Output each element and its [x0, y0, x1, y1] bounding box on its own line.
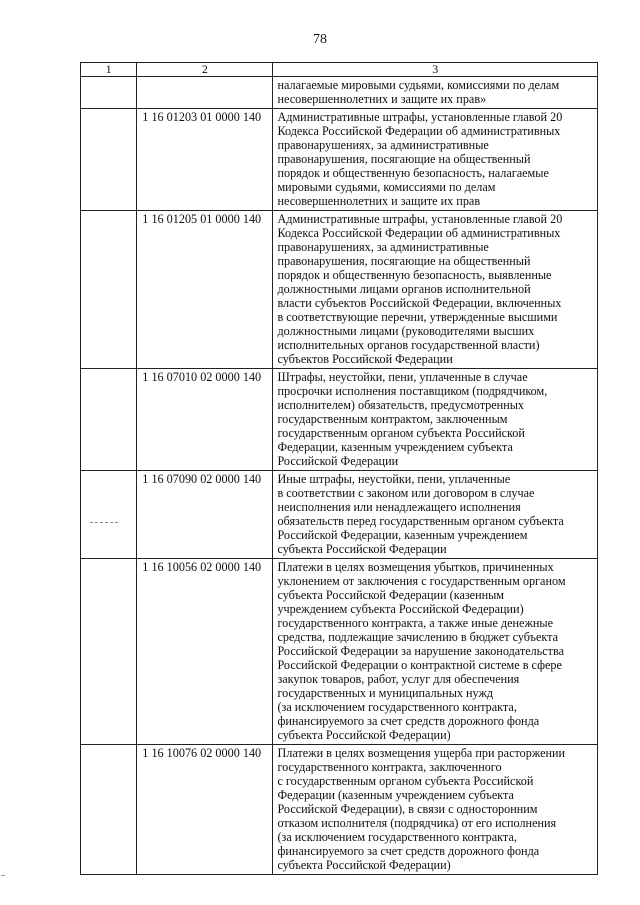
description-line: Кодекса Российской Федерации об административных [277, 124, 561, 138]
description-line: налагаемые мировыми судьями, комиссиями по делам [277, 78, 560, 92]
revenue-code [137, 77, 273, 109]
description-line: правонарушениях, за административные [277, 138, 489, 152]
description-line: (за исключением государственного контракта, [277, 830, 517, 844]
table-row [81, 559, 598, 745]
description-line: Российской Федерации за нарушение законодательства [277, 644, 564, 658]
description-line: финансируемого за счет средств дорожного фонда [277, 844, 540, 858]
revenue-description [273, 745, 598, 875]
description-line: порядок и общественную безопасность, налагаемые [277, 166, 549, 180]
description-line: несовершеннолетних и защите их прав [277, 194, 481, 208]
description-line: неисполнения или ненадлежащего исполнения [277, 500, 521, 514]
description-line: субъекта Российской Федерации [277, 542, 447, 556]
description-line: отказом исполнителя (подрядчика) от его исполнения [277, 816, 557, 830]
revenue-code: 1 16 07010 02 0000 140 [137, 369, 273, 471]
description-line: в соответствии с законом или договором в случае [277, 486, 535, 500]
description-line: (за исключением государственного контракта, [277, 700, 517, 714]
description-line: правонарушения, посягающие на общественный [277, 254, 531, 268]
revenue-code: 1 16 07090 02 0000 140 [137, 471, 273, 559]
revenue-description [273, 369, 598, 471]
table-row [81, 745, 598, 875]
description-line: государственным органом субъекта Российской [277, 426, 525, 440]
table-row [81, 109, 598, 211]
description-line: Платежи в целях возмещения ущерба при расторжении [277, 746, 566, 760]
description-line: уклонением от заключения с государственным органом [277, 574, 566, 588]
description-line: с государственным органом субъекта Российской [277, 774, 534, 788]
description-line: мировыми судьями, комиссиями по делам [277, 180, 496, 194]
description-line: Российской Федерации, казенным учреждением [277, 528, 528, 542]
description-line: Федерации (казенным учреждением субъекта [277, 788, 514, 802]
description-line: Штрафы, неустойки, пени, уплаченные в случае [277, 370, 528, 384]
revenue-codes-table [80, 62, 598, 875]
description-line: закупок товаров, работ, услуг для обеспечения [277, 672, 520, 686]
table-header-row [81, 63, 598, 77]
scan-mark-edge [1, 875, 5, 876]
description-line: должностными лицами органов исполнительной [277, 282, 531, 296]
revenue-description [273, 77, 598, 109]
table-body [81, 77, 598, 875]
description-line: Иные штрафы, неустойки, пени, уплаченные [277, 472, 511, 486]
page-number: 78 [313, 32, 327, 47]
description-line: обязательств перед государственным органом субъекта [277, 514, 564, 528]
revenue-code: 1 16 01205 01 0000 140 [137, 211, 273, 369]
row-col-1 [81, 559, 137, 745]
description-line: субъекта Российской Федерации) [277, 858, 451, 872]
table-row [81, 77, 598, 109]
row-col-1 [81, 109, 137, 211]
description-line: исполнителем) обязательств, предусмотренных [277, 398, 524, 412]
description-line: Российской Федерации о контрактной системе в сфере [277, 658, 562, 672]
scan-mark [90, 522, 118, 524]
description-line: средства, подлежащие зачислению в бюджет субъекта [277, 630, 559, 644]
row-col-1 [81, 211, 137, 369]
description-line: правонарушения, посягающие на общественный [277, 152, 531, 166]
description-line: Административные штрафы, установленные главой 20 [277, 212, 563, 226]
description-line: Административные штрафы, установленные главой 20 [277, 110, 563, 124]
description-line: в соответствующие перечни, утвержденные высшими [277, 310, 558, 324]
description-line: субъекта Российской Федерации) [277, 728, 451, 742]
description-line: должностными лицами (руководителями высших [277, 324, 535, 338]
description-line: государственных и муниципальных нужд [277, 686, 494, 700]
description-line: Российской Федерации [277, 454, 399, 468]
revenue-description [273, 109, 598, 211]
description-line: правонарушениях, за административные [277, 240, 489, 254]
header-col-1: 1 [81, 63, 137, 77]
table-row [81, 471, 598, 559]
header-col-2: 2 [137, 63, 273, 77]
description-line: учреждением субъекта Российской Федерации) [277, 602, 524, 616]
description-line: просрочки исполнения поставщиком (подрядчиком, [277, 384, 548, 398]
description-line: Российской Федерации), в связи с односторонним [277, 802, 538, 816]
revenue-description [273, 211, 598, 369]
description-line: субъекта Российской Федерации (казенным [277, 588, 505, 602]
description-line: государственным контрактом, заключенным [277, 412, 508, 426]
table-row [81, 211, 598, 369]
header-col-3: 3 [273, 63, 598, 77]
description-line: субъектов Российской Федерации [277, 352, 453, 366]
description-line: Федерации, казенным учреждением субъекта [277, 440, 513, 454]
row-col-1 [81, 471, 137, 559]
description-line: государственного контракта, а также иные денежные [277, 616, 554, 630]
description-line: несовершеннолетних и защите их прав» [277, 92, 487, 106]
row-col-1 [81, 745, 137, 875]
description-line: исполнительных органов государственной власти) [277, 338, 540, 352]
description-line: финансируемого за счет средств дорожного фонда [277, 714, 540, 728]
description-line: власти субъектов Российской Федерации, включенных [277, 296, 562, 310]
revenue-description [273, 559, 598, 745]
description-line: Кодекса Российской Федерации об административных [277, 226, 561, 240]
revenue-code: 1 16 10076 02 0000 140 [137, 745, 273, 875]
revenue-code: 1 16 01203 01 0000 140 [137, 109, 273, 211]
description-line: Платежи в целях возмещения убытков, причиненных [277, 560, 554, 574]
row-col-1 [81, 77, 137, 109]
revenue-code: 1 16 10056 02 0000 140 [137, 559, 273, 745]
table-row [81, 369, 598, 471]
revenue-description [273, 471, 598, 559]
description-line: порядок и общественную безопасность, выявленные [277, 268, 552, 282]
row-col-1 [81, 369, 137, 471]
description-line: государственного контракта, заключенного [277, 760, 502, 774]
